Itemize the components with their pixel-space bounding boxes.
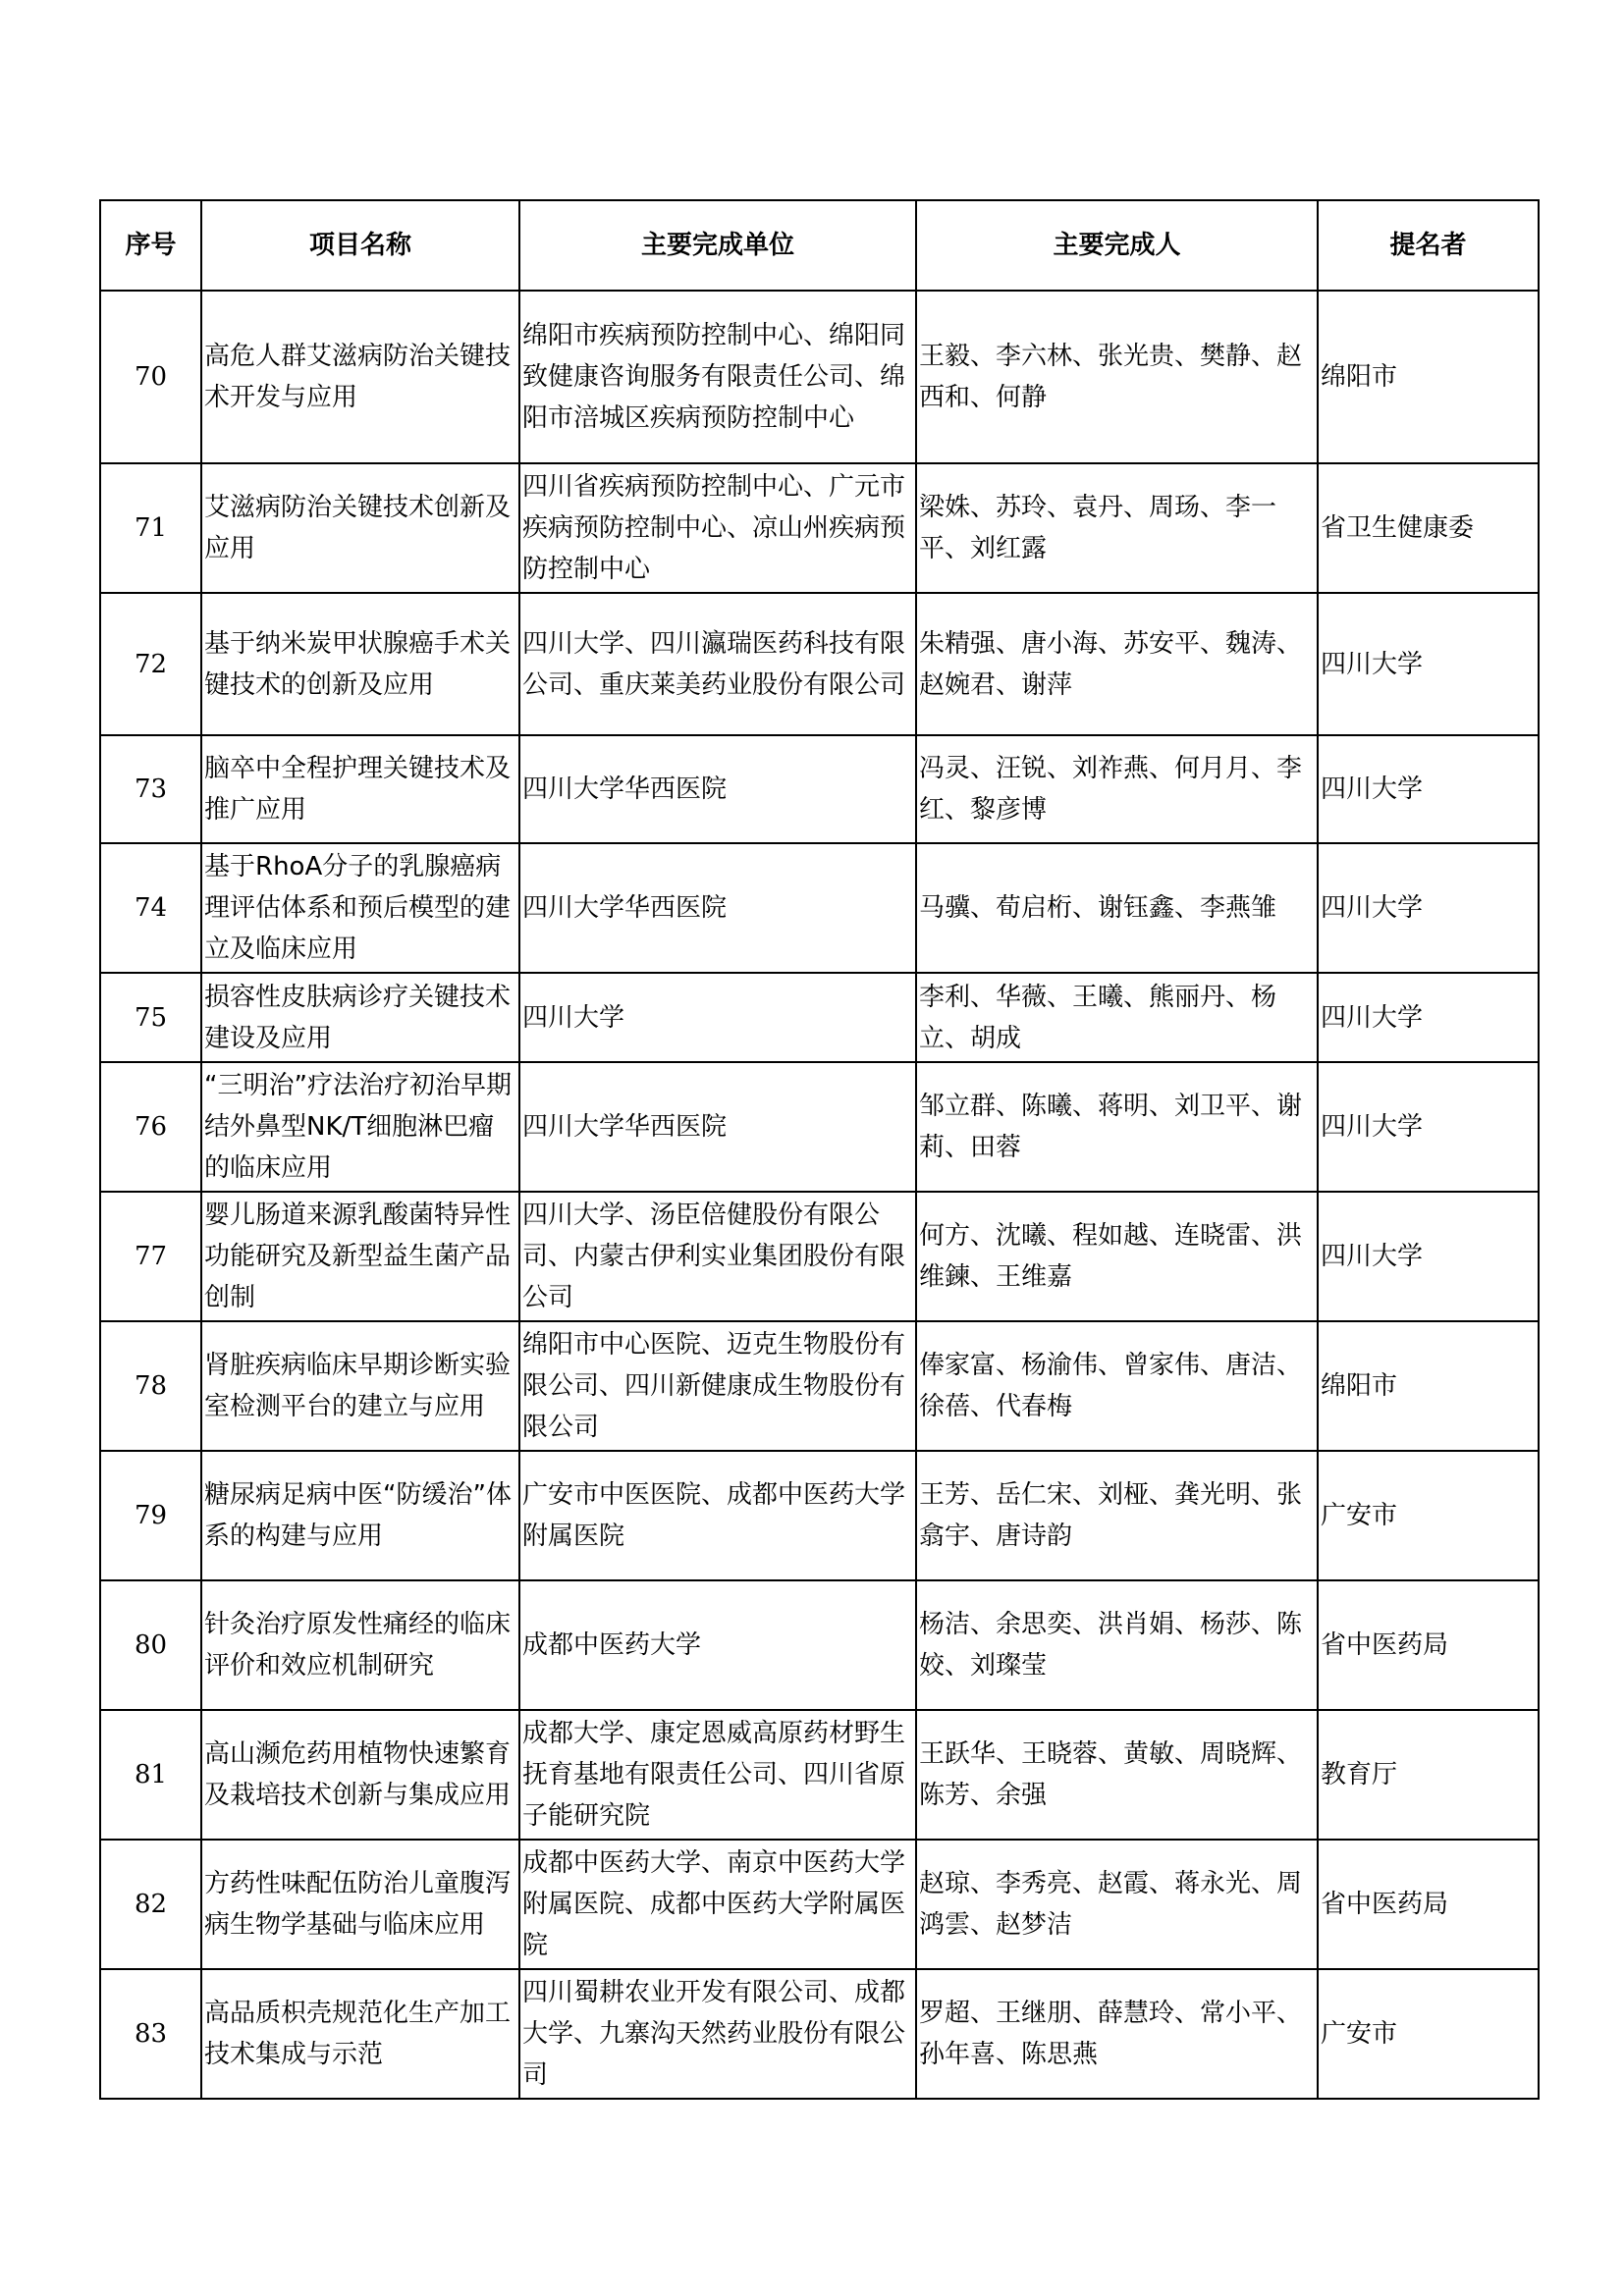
row-serial-no: 74 — [100, 843, 201, 973]
table-row — [100, 843, 1539, 973]
row-nominator: 四川大学 — [1318, 735, 1539, 843]
table-row — [100, 1840, 1539, 1969]
row-serial-no: 70 — [100, 291, 201, 463]
row-main-persons: 罗超、王继朋、薛慧玲、常小平、孙年喜、陈思燕 — [916, 1969, 1318, 2099]
row-nominator: 四川大学 — [1318, 1062, 1539, 1192]
row-serial-no: 73 — [100, 735, 201, 843]
row-nominator: 四川大学 — [1318, 1192, 1539, 1321]
row-main-units: 四川大学华西医院 — [519, 735, 916, 843]
table-row — [100, 1321, 1539, 1451]
row-nominator: 省中医药局 — [1318, 1840, 1539, 1969]
row-project-name: 艾滋病防治关键技术创新及应用 — [201, 463, 519, 593]
row-serial-no: 81 — [100, 1710, 201, 1840]
row-main-persons: 杨洁、余思奕、洪肖娟、杨莎、陈姣、刘璨莹 — [916, 1580, 1318, 1710]
row-main-units: 成都中医药大学、南京中医药大学附属医院、成都中医药大学附属医院 — [519, 1840, 916, 1969]
row-project-name: 婴儿肠道来源乳酸菌特异性功能研究及新型益生菌产品创制 — [201, 1192, 519, 1321]
row-main-units: 绵阳市疾病预防控制中心、绵阳同致健康咨询服务有限责任公司、绵阳市涪城区疾病预防控制中心 — [519, 291, 916, 463]
table-row — [100, 593, 1539, 735]
row-main-units: 成都大学、康定恩威高原药材野生抚育基地有限责任公司、四川省原子能研究院 — [519, 1710, 916, 1840]
row-nominator: 绵阳市 — [1318, 291, 1539, 463]
row-serial-no: 71 — [100, 463, 201, 593]
row-main-units: 成都中医药大学 — [519, 1580, 916, 1710]
row-main-units: 四川蜀耕农业开发有限公司、成都大学、九寨沟天然药业股份有限公司 — [519, 1969, 916, 2099]
row-serial-no: 77 — [100, 1192, 201, 1321]
row-main-persons: 俸家富、杨渝伟、曾家伟、唐洁、徐蓓、代春梅 — [916, 1321, 1318, 1451]
row-project-name: 基于RhoA分子的乳腺癌病理评估体系和预后模型的建立及临床应用 — [201, 843, 519, 973]
row-main-units: 绵阳市中心医院、迈克生物股份有限公司、四川新健康成生物股份有限公司 — [519, 1321, 916, 1451]
row-main-persons: 何方、沈曦、程如越、连晓雷、洪维鍊、王维嘉 — [916, 1192, 1318, 1321]
header-main-units: 主要完成单位 — [519, 200, 916, 291]
row-serial-no: 76 — [100, 1062, 201, 1192]
row-nominator: 四川大学 — [1318, 973, 1539, 1062]
row-serial-no: 78 — [100, 1321, 201, 1451]
row-main-units: 四川大学、四川瀛瑞医药科技有限公司、重庆莱美药业股份有限公司 — [519, 593, 916, 735]
header-main-persons: 主要完成人 — [916, 200, 1318, 291]
header-serial-no: 序号 — [100, 200, 201, 291]
table-row — [100, 973, 1539, 1062]
row-nominator: 省中医药局 — [1318, 1580, 1539, 1710]
row-main-units: 四川大学、汤臣倍健股份有限公司、内蒙古伊利实业集团股份有限公司 — [519, 1192, 916, 1321]
row-main-persons: 冯灵、汪锐、刘祚燕、何月月、李红、黎彦博 — [916, 735, 1318, 843]
row-nominator: 广安市 — [1318, 1451, 1539, 1580]
table-row — [100, 735, 1539, 843]
row-nominator: 省卫生健康委 — [1318, 463, 1539, 593]
awards-table — [99, 199, 1540, 2100]
table-row — [100, 463, 1539, 593]
row-main-persons: 王芳、岳仁宋、刘桠、龚光明、张翕宇、唐诗韵 — [916, 1451, 1318, 1580]
row-project-name: “三明治”疗法治疗初治早期结外鼻型NK/T细胞淋巴瘤的临床应用 — [201, 1062, 519, 1192]
table-row — [100, 1969, 1539, 2099]
header-nominator: 提名者 — [1318, 200, 1539, 291]
table-row — [100, 1451, 1539, 1580]
row-serial-no: 75 — [100, 973, 201, 1062]
row-main-persons: 邹立群、陈曦、蒋明、刘卫平、谢莉、田蓉 — [916, 1062, 1318, 1192]
row-nominator: 四川大学 — [1318, 843, 1539, 973]
row-nominator: 广安市 — [1318, 1969, 1539, 2099]
row-project-name: 方药性味配伍防治儿童腹泻病生物学基础与临床应用 — [201, 1840, 519, 1969]
row-main-persons: 梁姝、苏玲、袁丹、周玚、李一平、刘红露 — [916, 463, 1318, 593]
row-project-name: 针灸治疗原发性痛经的临床评价和效应机制研究 — [201, 1580, 519, 1710]
row-nominator: 教育厅 — [1318, 1710, 1539, 1840]
table-row — [100, 1580, 1539, 1710]
row-project-name: 高山濒危药用植物快速繁育及栽培技术创新与集成应用 — [201, 1710, 519, 1840]
table-row — [100, 1710, 1539, 1840]
row-main-persons: 王跃华、王晓蓉、黄敏、周晓辉、陈芳、余强 — [916, 1710, 1318, 1840]
row-project-name: 基于纳米炭甲状腺癌手术关键技术的创新及应用 — [201, 593, 519, 735]
row-serial-no: 80 — [100, 1580, 201, 1710]
table-row — [100, 1192, 1539, 1321]
row-serial-no: 79 — [100, 1451, 201, 1580]
row-main-persons: 王毅、李六林、张光贵、樊静、赵西和、何静 — [916, 291, 1318, 463]
row-main-persons: 赵琼、李秀亮、赵霞、蒋永光、周鸿雲、赵梦洁 — [916, 1840, 1318, 1969]
row-nominator: 四川大学 — [1318, 593, 1539, 735]
row-main-units: 四川大学 — [519, 973, 916, 1062]
row-main-persons: 朱精强、唐小海、苏安平、魏涛、赵婉君、谢萍 — [916, 593, 1318, 735]
header-project-name: 项目名称 — [201, 200, 519, 291]
row-project-name: 高品质枳壳规范化生产加工技术集成与示范 — [201, 1969, 519, 2099]
row-project-name: 糖尿病足病中医“防缓治”体系的构建与应用 — [201, 1451, 519, 1580]
table-header-row — [100, 200, 1539, 291]
row-main-units: 四川省疾病预防控制中心、广元市疾病预防控制中心、凉山州疾病预防控制中心 — [519, 463, 916, 593]
table-row — [100, 1062, 1539, 1192]
row-project-name: 肾脏疾病临床早期诊断实验室检测平台的建立与应用 — [201, 1321, 519, 1451]
row-project-name: 损容性皮肤病诊疗关键技术建设及应用 — [201, 973, 519, 1062]
row-nominator: 绵阳市 — [1318, 1321, 1539, 1451]
row-project-name: 脑卒中全程护理关键技术及推广应用 — [201, 735, 519, 843]
row-main-persons: 马骥、荀启桁、谢钰鑫、李燕雏 — [916, 843, 1318, 973]
row-serial-no: 72 — [100, 593, 201, 735]
row-main-persons: 李利、华薇、王曦、熊丽丹、杨立、胡成 — [916, 973, 1318, 1062]
row-main-units: 广安市中医医院、成都中医药大学附属医院 — [519, 1451, 916, 1580]
row-project-name: 高危人群艾滋病防治关键技术开发与应用 — [201, 291, 519, 463]
row-main-units: 四川大学华西医院 — [519, 843, 916, 973]
row-serial-no: 82 — [100, 1840, 201, 1969]
row-serial-no: 83 — [100, 1969, 201, 2099]
table-row — [100, 291, 1539, 463]
row-main-units: 四川大学华西医院 — [519, 1062, 916, 1192]
